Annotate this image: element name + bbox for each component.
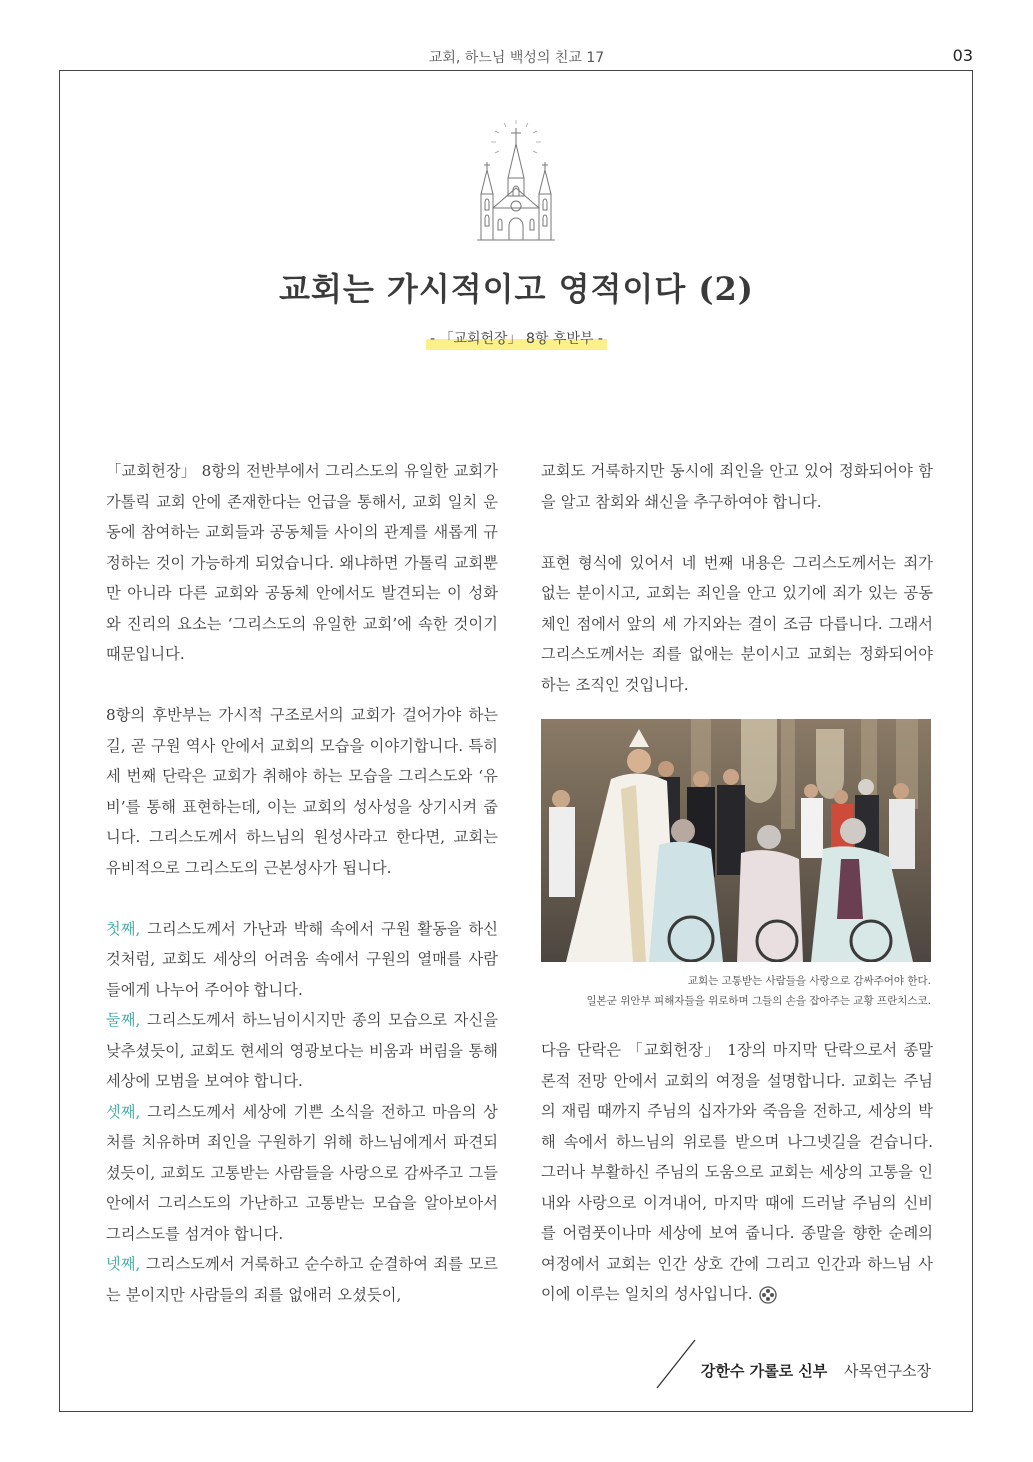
- left-paragraph-2: 8항의 후반부는 가시적 구조로서의 교회가 걸어가야 하는 길, 곧 구원 역사 안에서 교회의 모습을 이야기합니다. 특히 세 번째 단락은 교회가 취해야 하는 모습을 그리스도와 ‘유비’를 통해 표현하는데, 이는 교회의 성사성을 상기시켜 줍니다. 그리스도께서 하느님의 원성사라고 한다면, 교회는 유비적으로 그리스도의 근본성사가 됩니다.: [106, 706, 498, 877]
- photo-caption-line-1: 교회는 고통받는 사람들을 사랑으로 감싸주어야 한다.: [687, 975, 931, 987]
- author-credit: [701, 1360, 931, 1381]
- end-mark-icon: [759, 1286, 777, 1304]
- point-first-label: 첫째,: [106, 919, 141, 938]
- point-first-text: 그리스도께서 가난과 박해 속에서 구원 활동을 하신 것처럼, 교회도 세상의 어려움 속에서 구원의 열매를 사람들에게 나누어 주어야 합니다.: [106, 919, 498, 999]
- point-second-label: 둘째,: [106, 1011, 141, 1029]
- page-number: 03: [952, 46, 973, 65]
- point-fourth: [106, 1249, 498, 1310]
- photo-pope-comforting-victims: [541, 719, 931, 962]
- right-paragraph-2: 표현 형식에 있어서 네 번째 내용은 그리스도께서는 죄가 없는 분이시고, 교회는 죄인을 안고 있기에 죄가 있는 공동체인 점에서 앞의 세 가지와는 결이 조금 다릅니다. 그래서 그리스도께서는 죄를 없애는 분이시고 교회는 정화되어야 하는 조직인 것입니다.: [541, 553, 933, 694]
- right-paragraph-1: 교회도 거룩하지만 동시에 죄인을 안고 있어 정화되어야 함을 알고 참회와 쇄신을 추구하여야 합니다.: [541, 462, 933, 511]
- author-slash-divider: [655, 1338, 697, 1390]
- point-second-text: 그리스도께서 하느님이시지만 종의 모습으로 자신을 낮추셨듯이, 교회도 현세의 영광보다는 비움과 버림을 통해 세상에 모범을 보여야 합니다.: [106, 1011, 498, 1090]
- subtitle: - 「교회헌장」 8항 후반부 -: [426, 328, 607, 350]
- point-third-text: 그리스도께서 세상에 기쁜 소식을 전하고 마음의 상처를 치유하며 죄인을 구원하기 위해 하느님에게서 파견되셨듯이, 교회도 고통받는 사람들을 사랑으로 감싸주고 그들 안에서 그리스도의 가난하고 고통받는 모습을 알아보아서 그리스도를 섬겨야 합니다.: [106, 1102, 498, 1243]
- running-head: 교회, 하느님 백성의 친교 17: [428, 50, 605, 66]
- right-paragraph-3-text: 다음 단락은 「교회헌장」 1장의 마지막 단락으로서 종말론적 전망 안에서 교회의 여정을 설명합니다. 교회는 주님의 재림 때까지 주님의 십자가와 죽음을 전하고, 세상의 박해 속에서 하느님의 위로를 받으며 나그넷길을 걷습니다. 그러나 부활하신 주님의 도움으로 교회는 세상의 고통을 인내와 사랑으로 이겨내어, 마지막 때에 드러날 주님의 신비를 어렴풋이나마 세상에 보여 줍니다. 종말을 향한 순례의 여정에서 교회는 인간 상호 간에 그리고 인간과 하느님 사이에 이루는 일치의 성사입니다.: [541, 1041, 933, 1303]
- photo-caption-line-2: 일본군 위안부 피해자들을 위로하며 그들의 손을 잡아주는 교황 프란치스코.: [586, 995, 931, 1007]
- right-column-top: [541, 456, 933, 700]
- author-role: 사목연구소장: [844, 1362, 931, 1380]
- left-paragraph-1: 「교회헌장」 8항의 전반부에서 그리스도의 유일한 교회가 가톨릭 교회 안에 존재한다는 언급을 통해서, 교회 일치 운동에 참여하는 교회들과 공동체들 사이의 관계를 새롭게 규정하는 것이 가능하게 되었습니다. 왜냐하면 가톨릭 교회뿐만 아니라 다른 교회와 공동체 안에서도 발견되는 이 성화와 진리의 요소는 ‘그리스도의 유일한 교회’에 속한 것이기 때문입니다.: [106, 462, 498, 663]
- author-name: 강한수 가롤로 신부: [700, 1362, 828, 1380]
- subtitle-container: [0, 328, 1033, 350]
- page-title: 교회는 가시적이고 영적이다 (2): [279, 270, 754, 308]
- point-fourth-text: 그리스도께서 거룩하고 순수하고 순결하여 죄를 모르는 분이지만 사람들의 죄를 없애러 오셨듯이,: [106, 1255, 498, 1304]
- point-third-label: 셋째,: [106, 1102, 141, 1121]
- right-column-bottom: [541, 1035, 933, 1310]
- left-column: [106, 456, 498, 1310]
- church-icon: [475, 118, 557, 242]
- point-fourth-label: 넷째,: [106, 1255, 141, 1273]
- point-first: [106, 914, 498, 1006]
- point-third: [106, 1097, 498, 1250]
- right-paragraph-3: [541, 1035, 933, 1310]
- point-second: [106, 1005, 498, 1097]
